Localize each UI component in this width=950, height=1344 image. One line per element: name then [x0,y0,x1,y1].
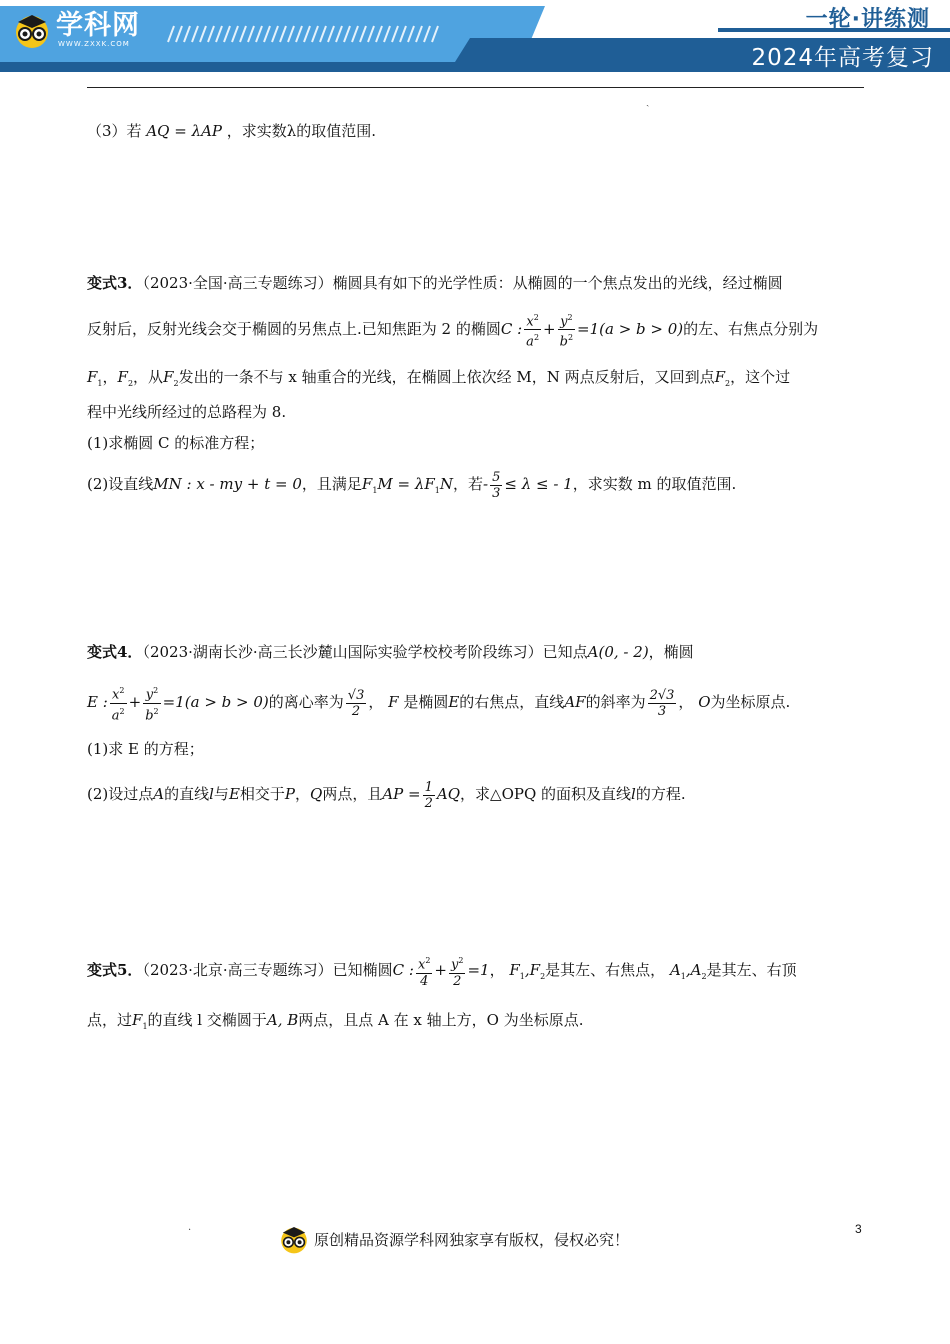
owl-footer-icon [278,1222,310,1256]
logo[interactable] [12,10,140,50]
variant-3-source: （2023·全国·高三专题练习） [142,274,333,292]
variant-3-line2: 反射后，反射光线会交于椭圆的另焦点上.已知焦距为 2 的椭圆C : $\frac{x^2}{a^2}$ + $\frac{y^2}{b^2}$ =1(a > b > 0)的左、右焦点分别为 [87,310,818,350]
logo-url: WWW.ZXXK.COM [58,40,130,48]
page-footer [278,1222,629,1256]
equation-aq-lambda-ap: AQ = λAP [146,122,222,140]
variant-3-sub1: (1)求椭圆 C 的标准方程； [87,434,265,452]
header-subtitle: 2024年高考复习 [751,45,934,71]
owl-logo-icon [12,10,52,50]
variant-5-line2: 点，过$F_1$的直线 l 交椭圆于A, B两点，且点 A 在 x 轴上方，O 为坐标原点. [87,1011,584,1031]
variant-3-line4: 程中光线所经过的总路程为 8. [87,403,287,421]
series-title: 一轮·讲练测 [805,7,930,32]
copyright-notice: 原创精品资源学科网独家享有版权，侵权必究！ [314,1230,630,1249]
stray-mark: ˎ [646,96,650,107]
variant-5-label: 变式5． [87,961,143,979]
variant-4-source: （2023·湖南长沙·高三长沙麓山国际实验学校校考阶段练习） [142,643,543,661]
variant-4-sub1: (1)求 E 的方程； [87,740,204,758]
variant-5-line1: 变式5．（2023·北京·高三专题练习）已知椭圆C : $\frac{x^2}{4}$ + $\frac{y^2}{2}$ =1， $F_1,F_2$是其左、右焦点， $A_1,A_2$是其左、右顶 [87,950,797,997]
logo-text: 学科网 [56,10,140,41]
variant-4-label: 变式4． [87,643,143,661]
variant-3-sub2: (2)设直线MN : x - my + t = 0，且满足$F_1M = \lambda F_1N$，若- $\frac{5}{3}$ ≤ λ ≤ - 1，求实数 m 的取值范围. [87,469,737,501]
question-3-part: （3）若 AQ = λAP ，求实数λ的取值范围. [87,122,377,140]
page-header [0,0,950,72]
variant-4-sub2: (2)设过点A的直线l与E相交于P，Q两点，且AP = $\frac{1}{2}$ AQ，求△OPQ 的面积及直线l的方程. [87,779,686,811]
stray-mark-footer: . [188,1222,192,1233]
variant-5-source: （2023·北京·高三专题练习） [142,961,333,979]
variant-4-line2: E : $\frac{x^2}{a^2}$ + $\frac{y^2}{b^2}$ =1(a > b > 0)的离心率为 $\frac{√3}{2}$ ， F 是椭圆E的右焦点，直线AF的斜率为 $\frac{2√3}{3}$ ， O为坐标原点. [87,682,790,723]
variant-3-label: 变式3． [87,274,143,292]
variant-3-line1: 变式3．（2023·全国·高三专题练习）椭圆具有如下的光学性质：从椭圆的一个焦点发出的光线，经过椭圆 [87,274,783,292]
page-number: 3 [855,1222,862,1236]
variant-4-line1: 变式4．（2023·湖南长沙·高三长沙麓山国际实验学校校考阶段练习）已知点A(0, - 2)，椭圆 [87,643,694,661]
header-rule [87,87,864,88]
variant-3-line3: $F_1$，$F_2$，从$F_2$发出的一条不与 x 轴重合的光线，在椭圆上依次经 M，N 两点反射后，又回到点$F_2$，这个过 [87,368,791,388]
